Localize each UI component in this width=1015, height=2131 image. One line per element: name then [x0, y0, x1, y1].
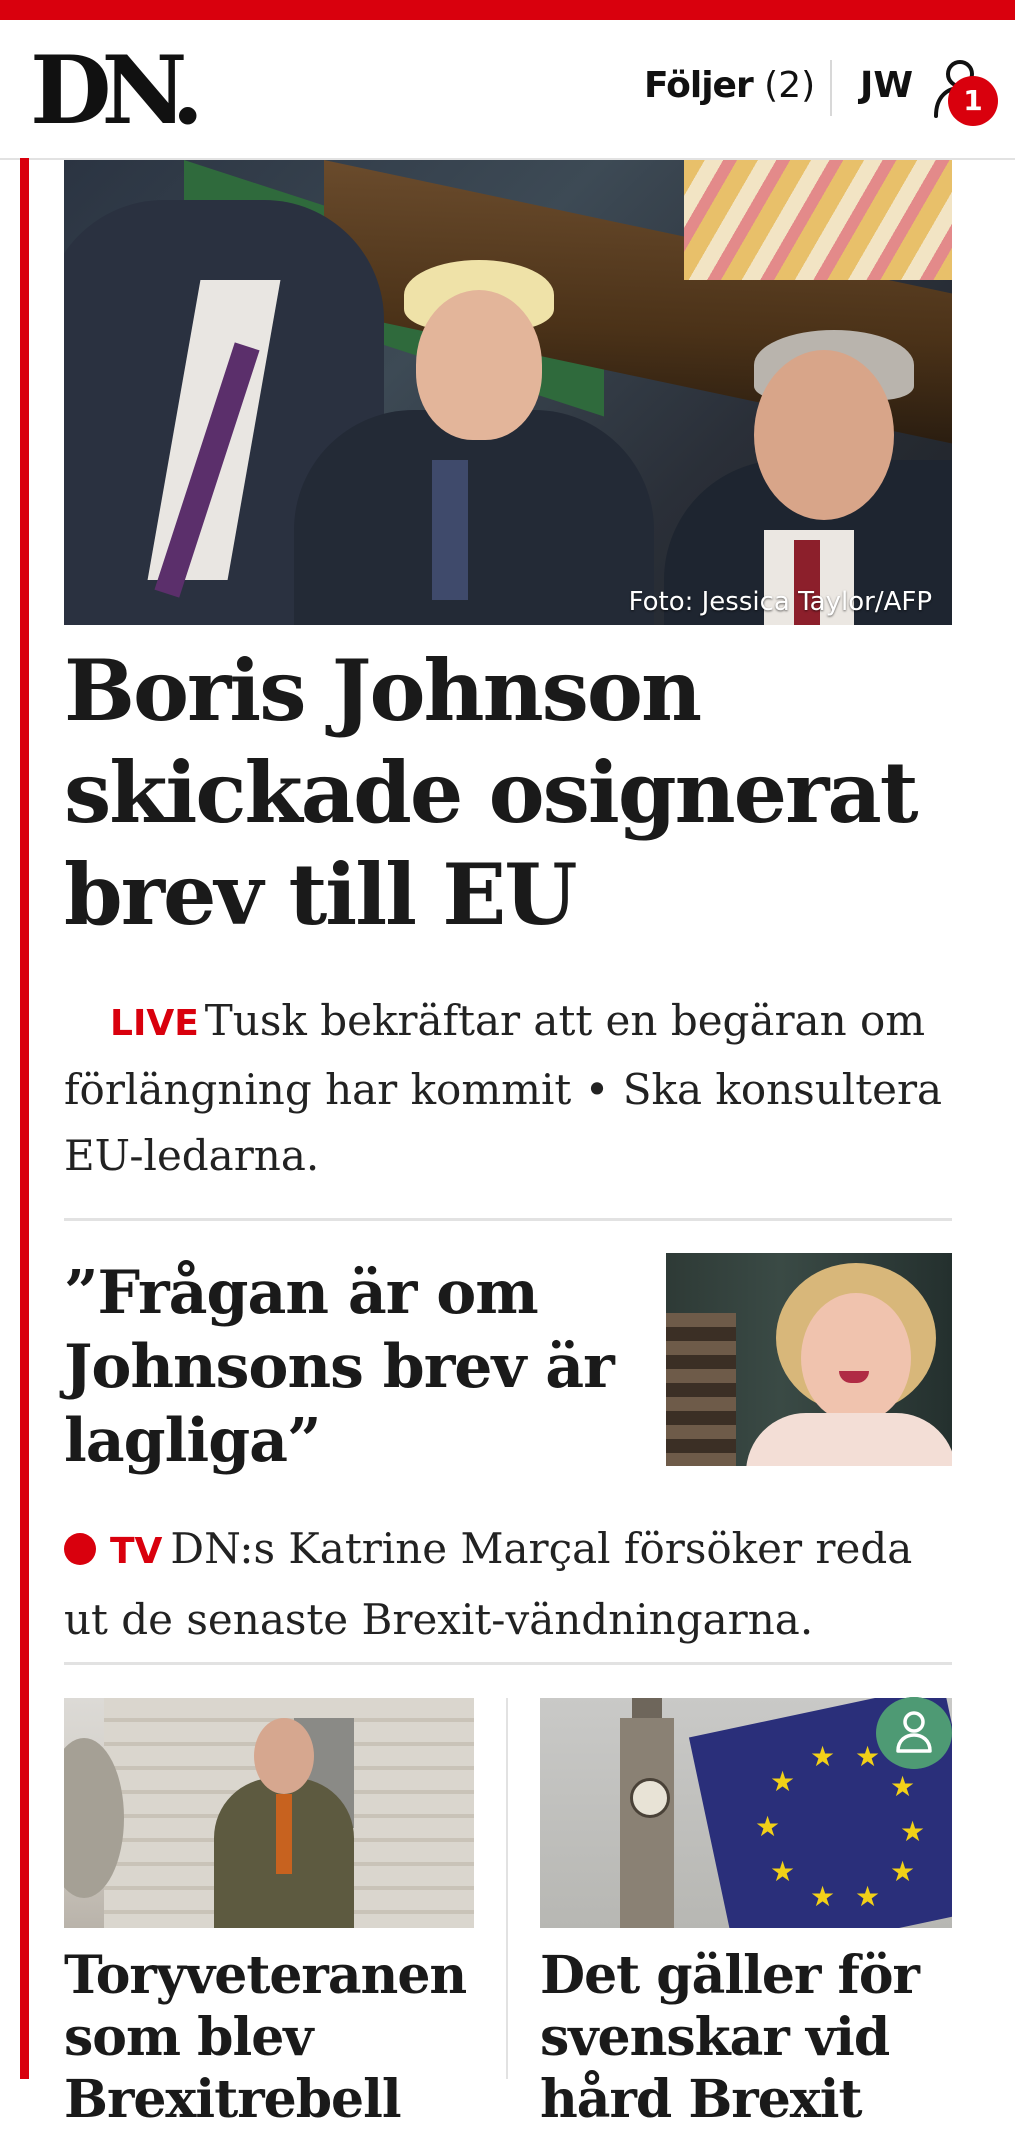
- thumb-clock: [630, 1778, 670, 1818]
- dn-logo[interactable]: DN.: [30, 36, 195, 146]
- flag-star-icon: ★: [770, 1765, 796, 1798]
- grid-story-headline-2[interactable]: Det gäller för svenskar vid hård Brexit: [540, 1945, 919, 2130]
- notification-badge[interactable]: 1: [948, 76, 998, 126]
- photo-face-center: [416, 290, 542, 440]
- flag-star-icon: ★: [900, 1815, 926, 1848]
- story-divider: [64, 1218, 952, 1221]
- user-initials[interactable]: JW: [860, 65, 914, 106]
- photo-person-center: [294, 410, 654, 625]
- flag-star-icon: ★: [855, 1880, 881, 1913]
- flag-star-icon: ★: [890, 1770, 916, 1803]
- tv-live-dot-icon: [64, 1533, 96, 1565]
- second-story-thumbnail[interactable]: [666, 1253, 952, 1466]
- brand-top-bar: [0, 0, 1015, 20]
- top-story-lead-text: Tusk bekräftar att en begäran om förlängning har kommit • Ska konsultera EU-ledarna.: [64, 996, 943, 1180]
- photo-credit: Foto: Jessica Taylor/AFP: [628, 587, 932, 617]
- thumb-tower: [620, 1718, 674, 1928]
- following-label: Följer: [644, 65, 753, 106]
- top-story-lead[interactable]: [64, 988, 964, 1189]
- flag-star-icon: ★: [755, 1810, 781, 1843]
- thumb-bookshelf: [666, 1313, 736, 1466]
- site-header: [0, 20, 1015, 160]
- grid-story-headline-1[interactable]: Toryveteranen som blev Brexitrebell: [64, 1945, 467, 2130]
- flag-star-icon: ★: [810, 1740, 836, 1773]
- story-divider: [64, 1662, 952, 1665]
- column-divider: [506, 1698, 508, 2079]
- following-count: (2): [764, 65, 816, 106]
- following-button[interactable]: [644, 65, 816, 106]
- thumb-man-head: [254, 1718, 314, 1794]
- second-story-lead[interactable]: [64, 1515, 964, 1654]
- tv-label: TV: [110, 1531, 163, 1572]
- top-story-headline[interactable]: Boris Johnson skickade osignerat brev till EU: [64, 641, 917, 944]
- flag-star-icon: ★: [855, 1740, 881, 1773]
- flag-star-icon: ★: [890, 1855, 916, 1888]
- live-label: LIVE: [110, 1003, 199, 1044]
- flag-star-icon: ★: [770, 1855, 796, 1888]
- second-story-lead-text: DN:s Katrine Marçal försöker reda ut de senaste Brexit-vändningarna.: [64, 1524, 913, 1644]
- thumb-face: [801, 1293, 911, 1423]
- section-red-rule: [20, 158, 29, 2079]
- flag-star-icon: ★: [810, 1880, 836, 1913]
- header-divider: [830, 60, 832, 116]
- grid-story-thumbnail-1[interactable]: [64, 1698, 474, 1928]
- subscriber-only-icon: [876, 1697, 952, 1769]
- top-story-photo[interactable]: [64, 160, 952, 625]
- second-story-headline[interactable]: ”Frågan är om Johnsons brev är lagliga”: [64, 1258, 614, 1476]
- photo-face-right: [754, 350, 894, 520]
- photo-tie-center: [432, 460, 468, 600]
- thumb-man-tie: [276, 1794, 292, 1874]
- thumb-body: [746, 1413, 952, 1466]
- photo-background-pattern: [684, 160, 952, 280]
